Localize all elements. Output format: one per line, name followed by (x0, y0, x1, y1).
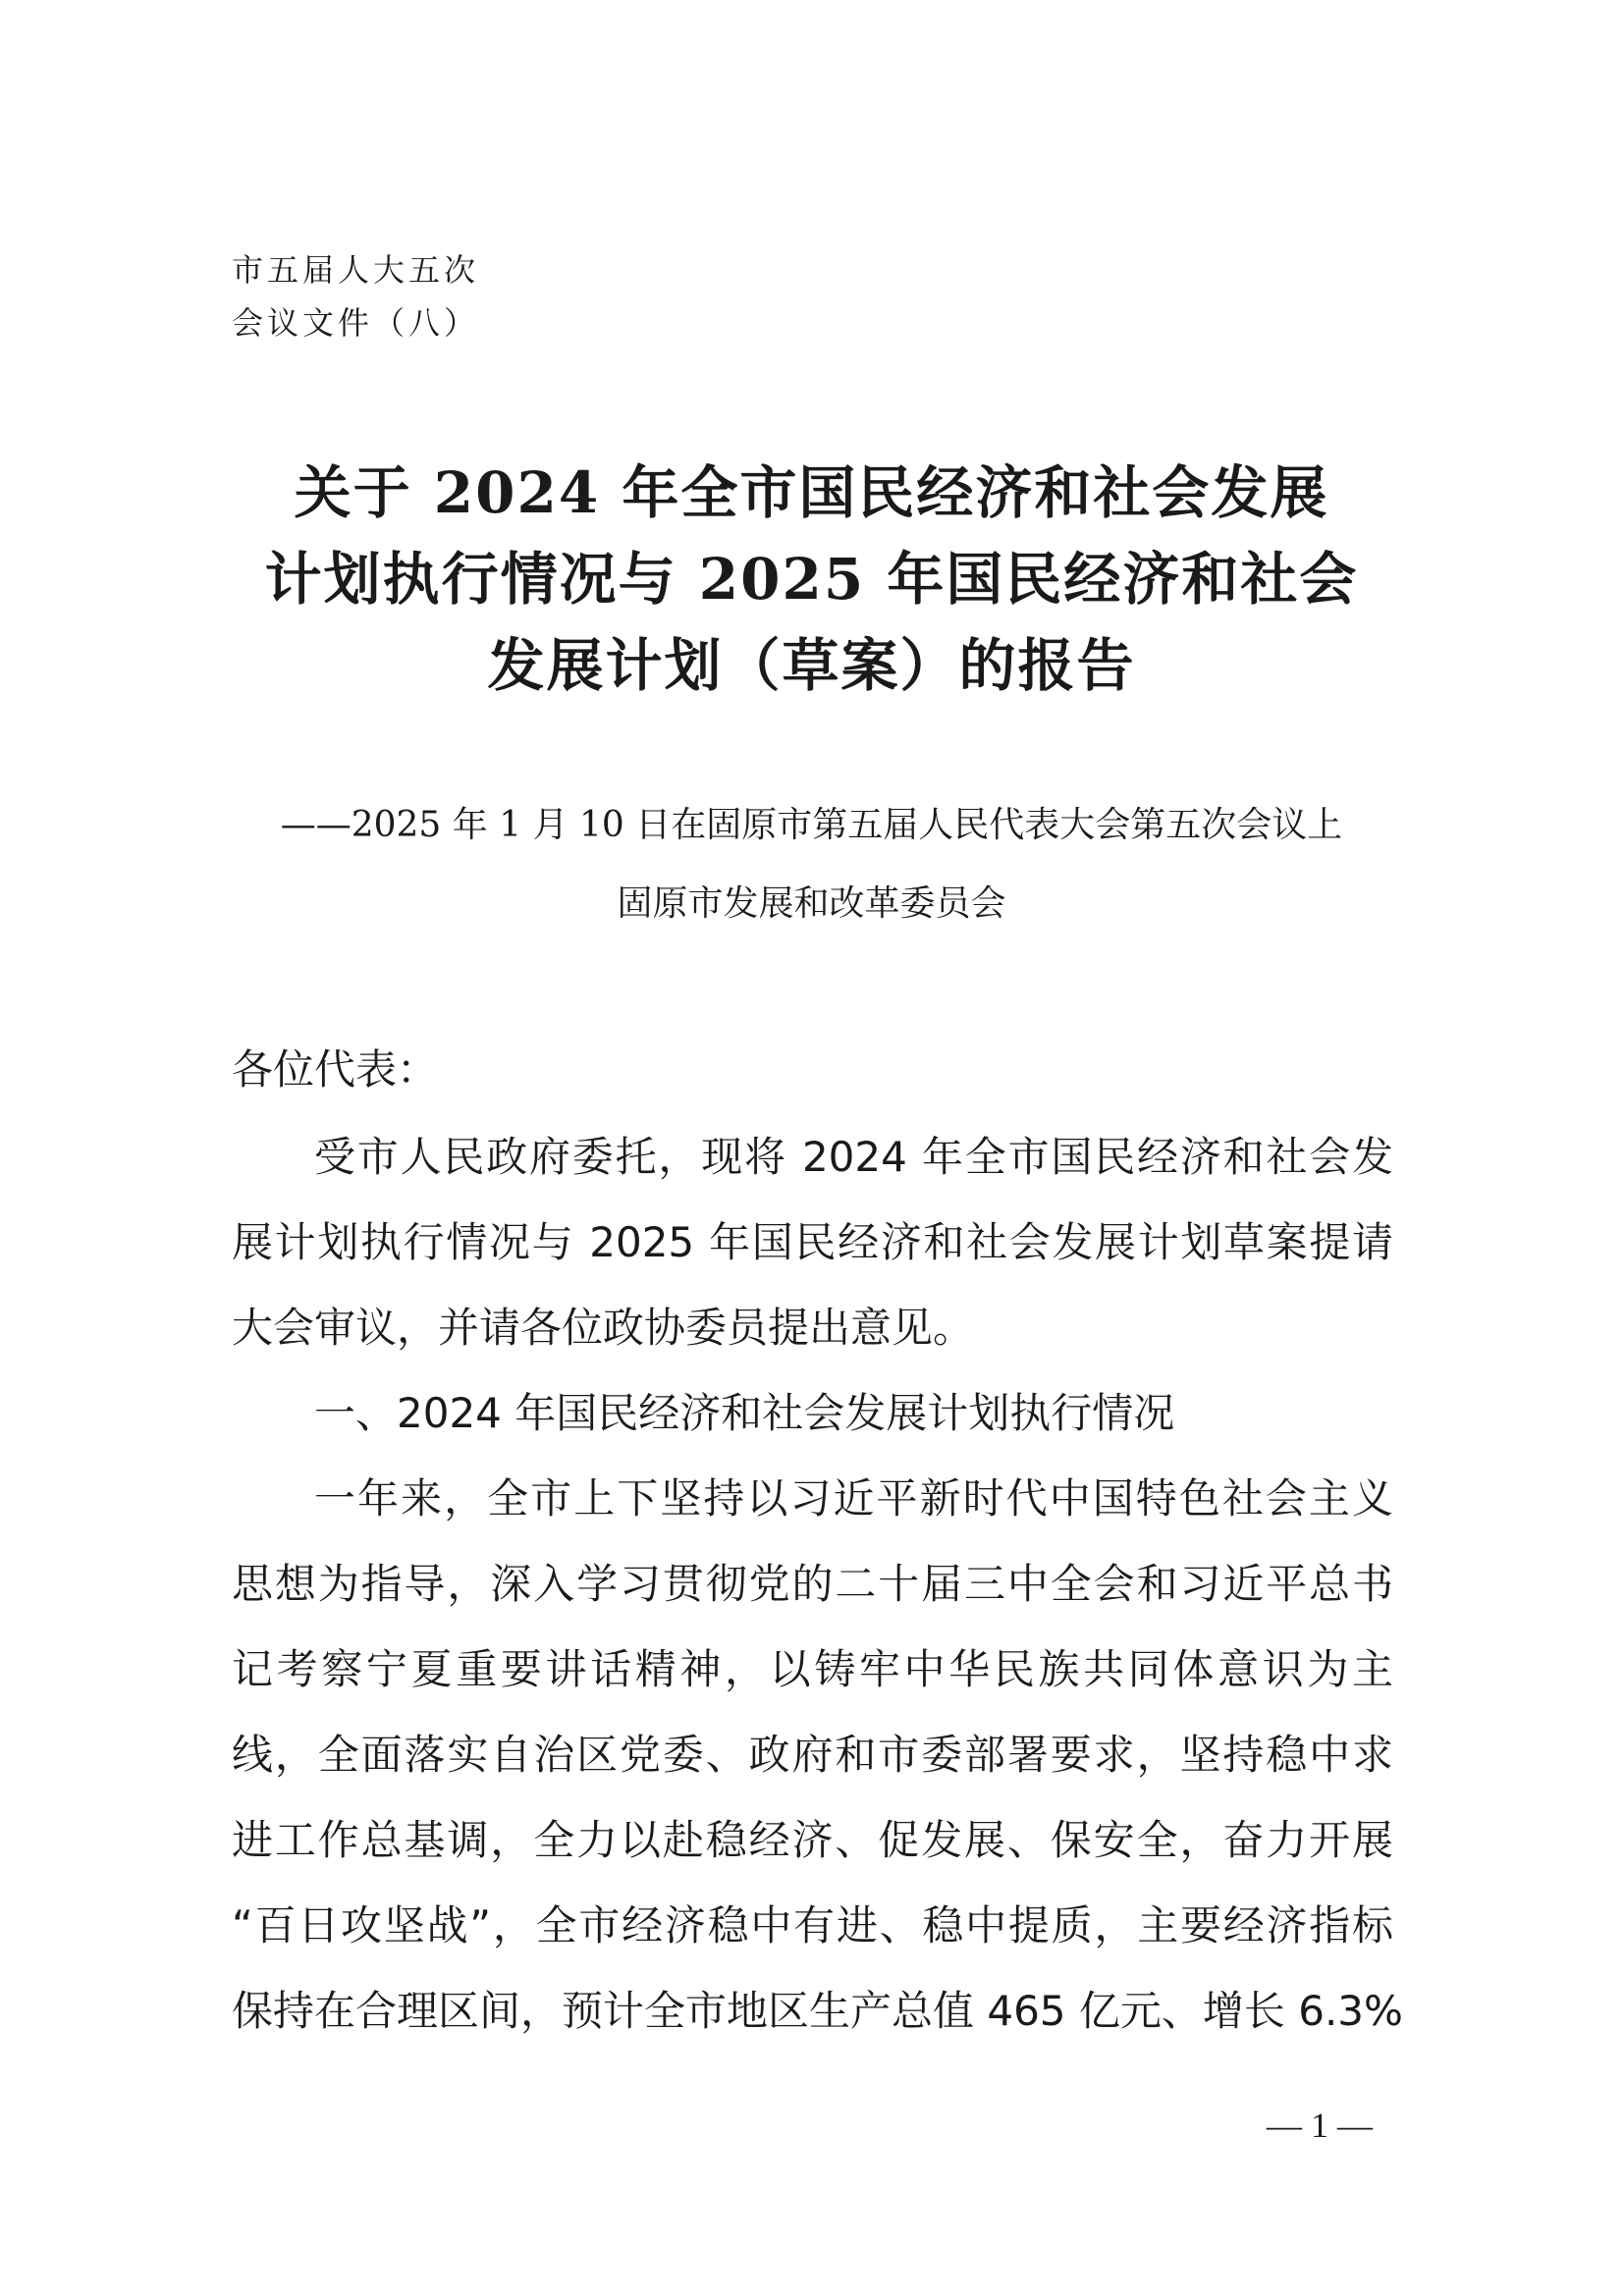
body-line: 一年来，全市上下坚持以习近平新时代中国特色社会主义 (314, 1474, 1393, 1522)
section-heading: 一、2024 年国民经济和社会发展计划执行情况 (314, 1389, 1175, 1437)
meeting-date-line: ——2025 年 1 月 10 日在固原市第五届人民代表大会第五次会议上 (280, 805, 1343, 845)
page-number: — 1 — (1267, 2106, 1373, 2145)
salutation: 各位代表： (232, 1045, 439, 1094)
body-line: 大会审议，并请各位政协委员提出意见。 (232, 1304, 975, 1352)
body-line: 保持在合理区间，预计全市地区生产总值 465 亿元、增长 6.3% (232, 1987, 1403, 2035)
document-number-line-2: 会议文件（八） (232, 304, 480, 342)
body-line: 进工作总基调，全力以赴稳经济、促发展、保安全，奋力开展 (232, 1816, 1393, 1864)
report-title-line-3: 发展计划（草案）的报告 (487, 632, 1136, 699)
issuing-organization: 固原市发展和改革委员会 (617, 883, 1006, 924)
body-line: 展计划执行情况与 2025 年国民经济和社会发展计划草案提请 (232, 1218, 1393, 1266)
report-title-line-2: 计划执行情况与 2025 年国民经济和社会 (264, 546, 1359, 613)
body-line: 思想为指导，深入学习贯彻党的二十届三中全会和习近平总书 (232, 1560, 1393, 1608)
body-line: “百日攻坚战”，全市经济稳中有进、稳中提质，主要经济指标 (232, 1901, 1393, 1949)
report-title-line-1: 关于 2024 年全市国民经济和社会发展 (294, 459, 1329, 526)
body-line: 线，全面落实自治区党委、政府和市委部署要求，坚持稳中求 (232, 1731, 1393, 1779)
body-line: 记考察宁夏重要讲话精神，以铸牢中华民族共同体意识为主 (232, 1645, 1393, 1693)
body-line: 受市人民政府委托，现将 2024 年全市国民经济和社会发 (314, 1133, 1393, 1181)
document-number-line-1: 市五届人大五次 (232, 251, 480, 289)
